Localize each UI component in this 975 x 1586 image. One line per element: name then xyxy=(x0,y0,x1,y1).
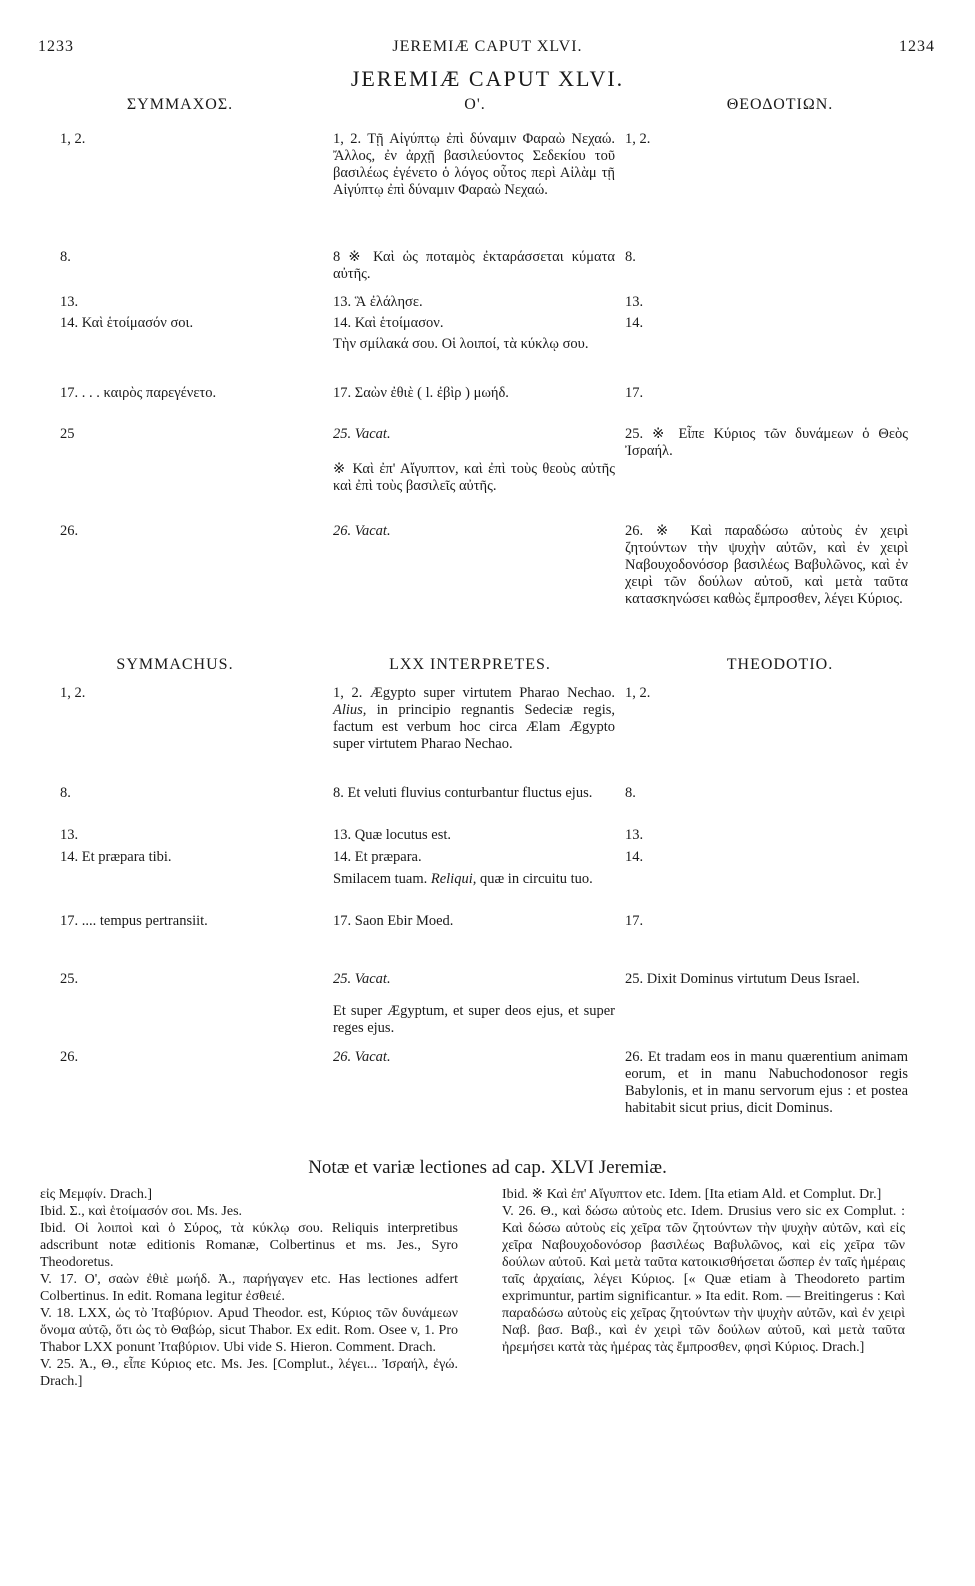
verse-entry: 8. xyxy=(625,249,636,265)
note-entry: V. 18. LXX, ὡς τὸ Ἰταβύριον. Apud Theodor. est, Κύριος τῶν δυνάμεων ὄνομα αὐτῷ, ὅτι ὡς τὸ Θαβώρ, sicut Thabor. Ex edit. Rom. Osee v, 1. Pro Thabor LXX ponunt Ἰταβύριον. Ubi vide S. Hieron. Comment. Drach. xyxy=(40,1306,458,1355)
verse-entry: 13. xyxy=(60,294,79,310)
verse-entry: 8. xyxy=(625,785,636,801)
verse-entry: 13. Quæ locutus est. xyxy=(333,827,452,843)
verse-entry: 25. Dixit Dominus virtutum Deus Israel. xyxy=(625,971,860,987)
verse-entry: 14. Καὶ ἑτοίμασόν σοι. xyxy=(60,315,194,331)
verse-entry: 26. ※ Καὶ παραδώσω αὐτοὺς ἐν χειρὶ ζητούντων τὴν ψυχὴν αὐτῶν, καὶ ἐν χειρὶ Ναβουχοδονόσορ βασιλέως Βαβυλῶνος, καὶ ἐν χειρὶ τῶν δούλων αὐτοῦ, καὶ μετὰ ταῦτα κατασκηνώσει καθὼς ἔμπροσθεν, λέγει Κύριος. xyxy=(625,523,908,607)
verse-entry: 13. xyxy=(625,294,644,310)
verse-text: quæ in circuitu tuo. xyxy=(480,871,593,887)
verse-entry: 25. xyxy=(60,971,79,987)
note-entry: V. 25. Ἀ., Θ., εἶπε Κύριος etc. Ms. Jes. [Complut., λέγει... Ἰσραήλ, ἐγώ. Drach.] xyxy=(40,1357,458,1389)
verse-entry: 17. xyxy=(625,913,644,929)
notes-title: Notæ et variæ lectiones ad cap. XLVI Jeremiæ. xyxy=(308,1157,667,1178)
col-head-lxx-greek: Ο'. xyxy=(464,96,486,113)
verse-text: Smilacem tuam. xyxy=(333,871,428,887)
col-head-theodotion-greek: ΘΕΟΔΟΤΙΩΝ. xyxy=(726,96,834,113)
verse-entry: 25 xyxy=(60,426,75,442)
note-entry: V. 26. Θ., καὶ δώσω αὐτοὺς etc. Idem. Drusius vero sic ex Complut. : Καὶ δώσω αὐτοὺς εἰς χεῖρα τῶν ζητούντων τὴν ψυχὴν αὐτῶν, καὶ εἰς χεῖρα Ναβουχοδονόσορ βασιλέως Βαβυλῶνος, καὶ εἰς χεῖρα τῶν δούλων αὐτοῦ. Καὶ μετὰ ταῦτα κατοικισθήσεται ὥσπερ ἐν ταῖς ἡμέραις ταῖς ἀρχαίαις, λέγει Κύριος. [« Quæ etiam à Theodoreto partim exprimuntur, partim significantur. » Ita edit. Rom. — Breitingerus : Καὶ παραδώσω αὐτοὺς εἰς χεῖρας ζητούντων τὴν ψυχὴν αὐτῶν, καὶ ἐν χειρὶ Ναβ. βασ. Βαβ., καὶ ἐν χειρὶ τῶν δούλων αὐτοῦ, καὶ μετὰ ταῦτα ἠρεμήσει κατὰ τὰς ἡμέρας τὰς ἔμπροσθεν, φησὶ Κύριος. Drach.] xyxy=(502,1204,905,1355)
verse-entry: 25. ※ Εἶπε Κύριος τῶν δυνάμεων ὁ Θεὸς Ἰσραήλ. xyxy=(625,426,908,459)
verse-entry: 26. Vacat. xyxy=(333,1049,391,1065)
running-title: JEREMIÆ CAPUT XLVI. xyxy=(392,38,583,55)
verse-entry: 17. .... tempus pertransiit. xyxy=(60,913,208,929)
verse-entry: 26. Et tradam eos in manu quærentium animam eorum, et in manu Nabuchodonosor regis Babylonis, et in manu servorum ejus : et postea habitabit sicut prius, dicit Dominus. xyxy=(625,1049,908,1116)
verse-entry: Τὴν σμίλακά σου. Οἱ λοιποί, τὰ κύκλῳ σου. xyxy=(333,336,589,352)
verse-entry: ※ Καὶ ἐπ' Αἴγυπτον, καὶ ἐπὶ τοὺς θεοὺς αὐτῆς καὶ ἐπὶ τοὺς βασιλεῖς αὐτῆς. xyxy=(333,461,615,494)
verse-entry: 17. Σαὼν ἐθιὲ ( l. ἐβὶρ ) μωήδ. xyxy=(333,385,509,401)
running-header xyxy=(0,38,975,60)
verse-entry: 13. xyxy=(625,827,644,843)
chapter-title: JEREMIÆ CAPUT XLVI. xyxy=(350,66,625,91)
col-head-symmachus-greek: ΣΥΜΜΑΧΟΣ. xyxy=(126,96,234,113)
verse-entry: 17. Saon Ebir Moed. xyxy=(333,913,454,929)
verse-entry xyxy=(333,871,615,888)
col-head-symmachus-latin: SYMMACHUS. xyxy=(116,656,234,673)
verse-entry: 17. . . . καιρὸς παρεγένετο. xyxy=(60,385,217,401)
note-entry: εἰς Μεμφίν. Drach.] xyxy=(40,1187,153,1202)
verse-entry xyxy=(333,685,615,753)
verse-entry: Et super Ægyptum, et super deos ejus, et super reges ejus. xyxy=(333,1003,615,1036)
verse-text: 1, 2. Ægypto super virtutem Pharao Nechao. xyxy=(333,685,615,701)
verse-text: in principio regnantis Sedeciæ regis, factum est verbum hoc circa Ælam Ægypto super virtutem Pharao Nechao. xyxy=(333,702,615,752)
verse-entry: 1, 2. xyxy=(625,685,651,701)
col-head-lxx-latin: LXX INTERPRETES. xyxy=(389,656,551,673)
verse-entry: 8. xyxy=(60,249,71,265)
verse-entry: 14. Καὶ ἑτοίμασον. xyxy=(333,315,444,331)
verse-entry: 26. xyxy=(60,523,79,539)
verse-entry: 14. xyxy=(625,315,644,331)
note-entry: Ibid. Οἱ λοιποὶ καὶ ὁ Σύρος, τὰ κύκλῳ σου. Reliquis interpretibus adscribunt notæ editionis Romanæ, Colbertinus et ms. Jes., Syro Theodoretus. xyxy=(40,1221,458,1270)
verse-entry: 1, 2. xyxy=(625,131,651,147)
note-entry: V. 17. Ο', σαὼν ἐθιὲ μωήδ. Ἀ., παρήγαγεν etc. Has lectiones adfert Colbertinus. In edit. Romana legitur ἐσθειέ. xyxy=(40,1272,458,1304)
page-number-right: 1234 xyxy=(899,38,935,55)
verse-entry: 14. Et præpara tibi. xyxy=(60,849,172,865)
reliqui-label: Reliqui, xyxy=(430,871,477,887)
verse-entry: 1, 2. Τῇ Αἰγύπτῳ ἐπὶ δύναμιν Φαραὼ Νεχαώ. Ἄλλος, ἐν ἀρχῇ βασιλεύοντος Σεδεκίου τοῦ βασιλέως ἐγένετο ὁ λόγος οὗτος περὶ Αἰλὰμ τῇ Αἰγύπτῳ ἐπὶ δύναμιν Φαραὼ Νεχαώ. xyxy=(333,131,615,198)
note-entry: Ibid. ※ Καὶ ἐπ' Αἴγυπτον etc. Idem. [Ita etiam Ald. et Complut. Dr.] xyxy=(502,1187,882,1202)
verse-entry: 13. Ἃ ἐλάλησε. xyxy=(333,294,423,310)
notes-right-column xyxy=(502,1186,905,1356)
verse-entry: 13. xyxy=(60,827,79,843)
verse-entry: 8 ※ Καὶ ὡς ποταμὸς ἐκταράσσεται κύματα αὐτῆς. xyxy=(333,249,615,282)
alius-label: Alius, xyxy=(333,702,367,718)
verse-entry: 17. xyxy=(625,385,644,401)
verse-entry: 14. xyxy=(625,849,644,865)
col-head-theodotion-latin: THEODOTIO. xyxy=(726,656,834,673)
verse-entry: 1, 2. xyxy=(60,685,86,701)
verse-entry: 1, 2. xyxy=(60,131,86,147)
verse-entry: 8. xyxy=(60,785,71,801)
verse-entry: 25. Vacat. xyxy=(333,426,391,442)
notes-left-column xyxy=(40,1186,458,1390)
verse-entry: 14. Et præpara. xyxy=(333,849,422,865)
note-entry: Ibid. Σ., καὶ ἑτοίμασόν σοι. Ms. Jes. xyxy=(40,1204,243,1219)
verse-entry: 25. Vacat. xyxy=(333,971,391,987)
verse-entry: 8. Et veluti fluvius conturbantur fluctus ejus. xyxy=(333,785,593,801)
page-number-left: 1233 xyxy=(38,38,74,55)
verse-entry: 26. Vacat. xyxy=(333,523,391,539)
verse-entry: 26. xyxy=(60,1049,79,1065)
